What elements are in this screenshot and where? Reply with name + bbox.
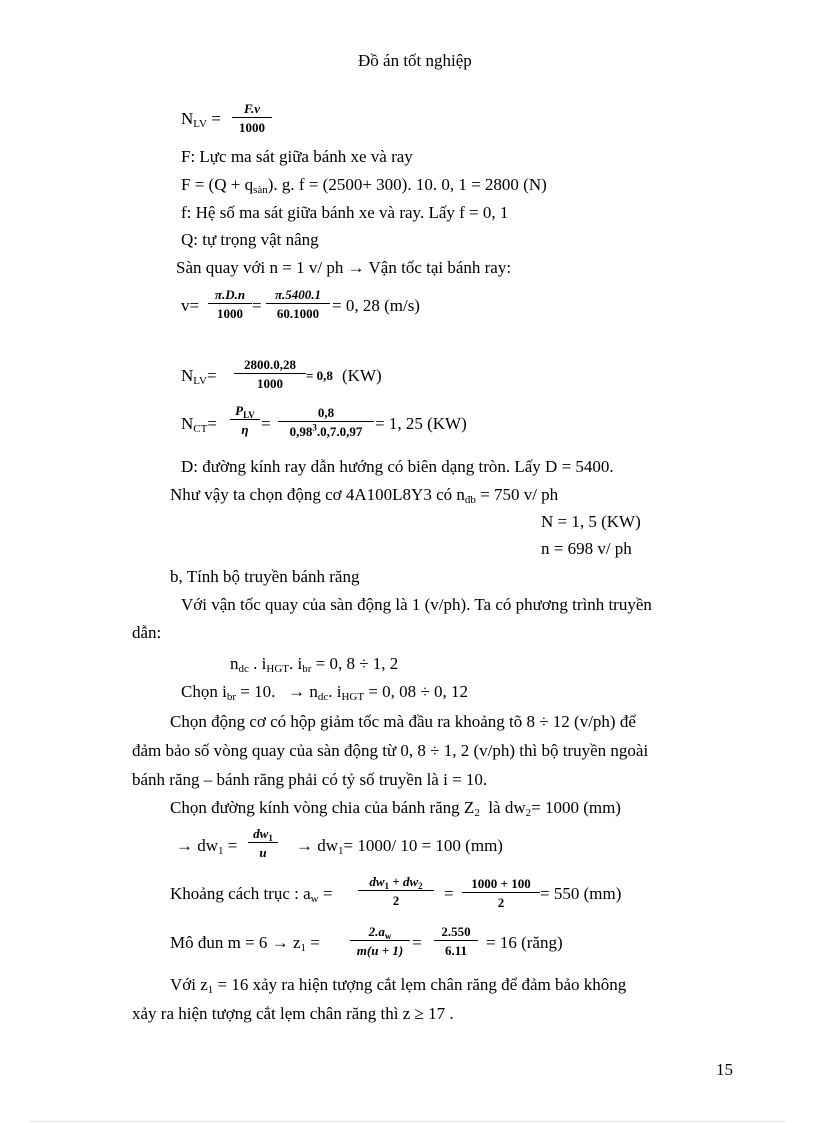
eq-subscript: 1 <box>218 845 224 857</box>
f-definition: F: Lực ma sát giữa bánh xe và ray <box>181 147 413 166</box>
eq-part: Với z <box>170 975 208 994</box>
rotation-text: Vận tốc tại bánh ray: <box>364 258 512 277</box>
module-fraction-1 <box>350 925 410 957</box>
numerator-text: π.5400.1 <box>274 287 322 302</box>
fraction-denominator <box>248 842 278 859</box>
eq-part: Mô đun m = 6 <box>170 933 272 952</box>
paragraph-line: Với vận tốc quay của sàn động là 1 (v/ph). Ta có phương trình truyền <box>181 595 652 614</box>
numerator-text: P <box>235 403 244 418</box>
module-result: = 16 (răng) <box>486 933 563 952</box>
eq-part: Chọn i <box>181 682 227 701</box>
eq-part: n <box>305 682 318 701</box>
numerator-subscript: w <box>384 931 392 941</box>
eq-subscript: 1 <box>207 984 214 996</box>
motor-selection <box>170 485 559 506</box>
equals-sign: = <box>252 296 262 315</box>
motor-power: N = 1, 5 (KW) <box>541 512 641 531</box>
equals-sign: = <box>444 884 454 903</box>
eq-part: = 0, 8 ÷ 1, 2 <box>311 654 399 673</box>
velocity-lhs: v= <box>181 296 200 315</box>
eq-subscript: br <box>226 691 236 703</box>
footer-divider <box>30 1121 786 1122</box>
equals-sign: = <box>261 414 271 433</box>
fraction-numerator <box>358 875 434 890</box>
nct-result: = 1, 25 (KW) <box>375 414 467 433</box>
eq-subscript: 1 <box>338 845 344 857</box>
f-formula-part: F = (Q + q <box>181 175 254 194</box>
right-arrow-icon: → <box>296 836 313 855</box>
denominator-exponent: 3 <box>312 422 317 433</box>
nct-fraction-2 <box>278 406 374 438</box>
fraction-numerator <box>350 925 410 940</box>
dw1-fraction <box>248 827 278 859</box>
paragraph-line: Chọn động cơ có hộp giảm tốc mà đầu ra khoảng tõ 8 ÷ 12 (v/ph) để <box>170 712 636 731</box>
fraction-denominator: 60.1000 <box>266 303 330 320</box>
module-lhs <box>170 933 320 954</box>
fraction-denominator <box>278 421 374 438</box>
eq-part: z <box>288 933 301 952</box>
fraction-numerator <box>232 102 272 117</box>
eq-subscript: dc <box>317 691 329 703</box>
eq-part: là dw <box>479 798 526 817</box>
fraction-denominator <box>230 419 260 436</box>
nct-fraction-1 <box>230 404 260 436</box>
module-fraction-2 <box>434 925 478 957</box>
fraction-denominator: 1000 <box>234 373 306 390</box>
fraction-numerator <box>230 404 260 419</box>
denominator-text: η <box>241 422 249 437</box>
page-header: Đồ án tốt nghiệp <box>358 51 472 70</box>
nlv-fraction <box>232 102 272 134</box>
eq-part: = 16 xảy ra hiện tượng cắt lẹm chân răng để đảm bảo không <box>213 975 627 994</box>
equals-sign: = <box>305 933 320 952</box>
motor-subscript: đb <box>464 494 476 506</box>
choose-ibr-line <box>181 682 468 703</box>
eq-part: Khoảng cách trục : a <box>170 884 311 903</box>
nlv-symbol: N <box>181 366 194 385</box>
right-arrow-icon: → <box>347 258 365 277</box>
motor-text: Như vậy ta chọn động cơ 4A100L8Y3 có n <box>170 485 465 504</box>
transmission-equation <box>230 654 399 675</box>
f-formula-part: ). g. f = (2500+ 300). 10. 0, 1 = 2800 (N) <box>267 175 547 194</box>
fraction-numerator: 2800.0,28 <box>244 357 296 372</box>
motor-text: = 750 v/ ph <box>475 485 559 504</box>
center-distance-lhs <box>170 884 333 905</box>
velocity-result: = 0, 28 (m/s) <box>332 296 420 315</box>
nlv-formula-lhs <box>181 109 221 130</box>
f-formula <box>181 175 547 196</box>
fraction-denominator <box>350 940 410 957</box>
eq-part: = 1000 (mm) <box>531 798 621 817</box>
denominator-text: 0,98 <box>289 424 313 439</box>
numerator-subscript: 1 <box>268 833 273 843</box>
equals-sign: = <box>223 836 238 855</box>
nct-subscript: CT <box>193 423 208 435</box>
eq-subscript: 1 <box>300 942 306 954</box>
paragraph-line: đảm bảo số vòng quay của sàn động từ 0, 8 ÷ 1, 2 (v/ph) thì bộ truyền ngoài <box>132 741 649 760</box>
denominator-text: u <box>259 845 267 860</box>
center-distance-fraction-2 <box>462 877 540 909</box>
eq-part: . i <box>288 654 303 673</box>
fraction-numerator: 0,8 <box>317 405 335 420</box>
eq-subscript: HGT <box>341 691 365 703</box>
numerator-subscript: 2 <box>418 881 423 891</box>
eq-subscript: HGT <box>266 663 289 675</box>
center-distance-fraction-1 <box>358 875 434 907</box>
eq-part: . i <box>328 682 342 701</box>
eq-subscript: dc <box>238 663 249 675</box>
f-formula-subscript: sàn <box>253 184 268 196</box>
fraction-denominator: 1000 <box>208 303 252 320</box>
nlv-calc-lhs <box>181 366 217 387</box>
eq-part: n <box>230 654 239 673</box>
rotation-text: Sàn quay với n = 1 v/ ph <box>176 258 348 277</box>
numerator-text: dw <box>369 874 385 889</box>
eq-part: = 1000/ 10 = 100 (mm) <box>343 836 503 855</box>
q-definition: Q: tự trọng vật nâng <box>181 230 319 249</box>
nlv-calc-fraction <box>234 358 306 390</box>
fraction-numerator <box>208 288 252 303</box>
equals-sign: = <box>206 366 217 385</box>
right-arrow-icon: → <box>271 933 289 952</box>
numerator-subscript: 1 <box>384 881 390 891</box>
denominator-text: .0,7.0,97 <box>316 424 363 439</box>
right-arrow-icon: → <box>288 682 306 701</box>
nlv-calc-unit: (KW) <box>342 366 382 385</box>
eq-subscript: w <box>310 893 319 905</box>
nct-symbol: N <box>181 414 194 433</box>
paragraph-line: bánh răng – bánh răng phải có tỷ số truyền là i = 10. <box>132 770 488 789</box>
right-arrow-icon: → <box>176 836 193 855</box>
eq-subscript: 2 <box>525 807 532 819</box>
nlv-subscript: LV <box>193 118 207 130</box>
fraction-denominator: 6.11 <box>434 940 478 957</box>
paragraph-line <box>170 975 627 996</box>
rotation-speed-line <box>176 259 511 276</box>
nlv-symbol: N <box>181 109 194 128</box>
fraction-denominator: 1000 <box>232 117 272 134</box>
page-number: 15 <box>716 1060 733 1079</box>
numerator-text: F.v <box>243 101 260 116</box>
numerator-text: 2.a <box>368 924 385 939</box>
nct-calc-lhs <box>181 414 217 435</box>
d-definition: D: đường kính ray dẫn hướng có biên dạng tròn. Lấy D = 5400. <box>181 457 614 476</box>
nlv-calc-value: = 0,8 <box>306 368 333 383</box>
velocity-fraction-1 <box>208 288 252 320</box>
denominator-text: m(u + 1) <box>356 943 404 958</box>
pitch-circle-line <box>170 798 621 819</box>
numerator-text: dw <box>253 826 269 841</box>
dw1-result <box>296 836 503 857</box>
section-heading: b, Tính bộ truyền bánh răng <box>170 567 360 586</box>
nlv-subscript: LV <box>193 375 207 387</box>
eq-subscript: br <box>302 663 312 675</box>
dw1-lhs <box>176 836 238 857</box>
fraction-numerator <box>266 288 330 303</box>
paragraph-line: xảy ra hiện tượng cắt lẹm chân răng thì z ≥ 17 . <box>132 1004 454 1023</box>
eq-part: dw <box>313 836 339 855</box>
fraction-denominator: 2 <box>358 890 434 907</box>
fraction-numerator: 2.550 <box>441 924 471 939</box>
eq-part: = 10. <box>235 682 289 701</box>
velocity-fraction-2 <box>266 288 330 320</box>
equals-sign: = <box>206 109 221 128</box>
numerator-text: π.D.n <box>214 287 246 302</box>
friction-coefficient: f: Hệ số ma sát giữa bánh xe và ray. Lấy f = 0, 1 <box>181 203 509 222</box>
equals-sign: = <box>207 414 217 433</box>
equals-sign: = <box>318 884 333 903</box>
eq-part: Chọn đường kính vòng chia của bánh răng Z <box>170 798 475 817</box>
numerator-text: + dw <box>389 874 419 889</box>
fraction-denominator: 2 <box>462 892 540 909</box>
eq-part: dw <box>193 836 219 855</box>
equals-sign: = <box>412 933 422 952</box>
eq-part: . i <box>248 654 267 673</box>
numerator-subscript: LV <box>243 410 255 420</box>
paragraph-line: dẫn: <box>132 623 162 642</box>
center-distance-result: = 550 (mm) <box>540 884 622 903</box>
motor-speed: n = 698 v/ ph <box>541 539 632 558</box>
eq-part: = 0, 08 ÷ 0, 12 <box>364 682 468 701</box>
fraction-numerator: 1000 + 100 <box>471 876 531 891</box>
fraction-numerator <box>248 827 278 842</box>
eq-subscript: 2 <box>474 807 480 819</box>
